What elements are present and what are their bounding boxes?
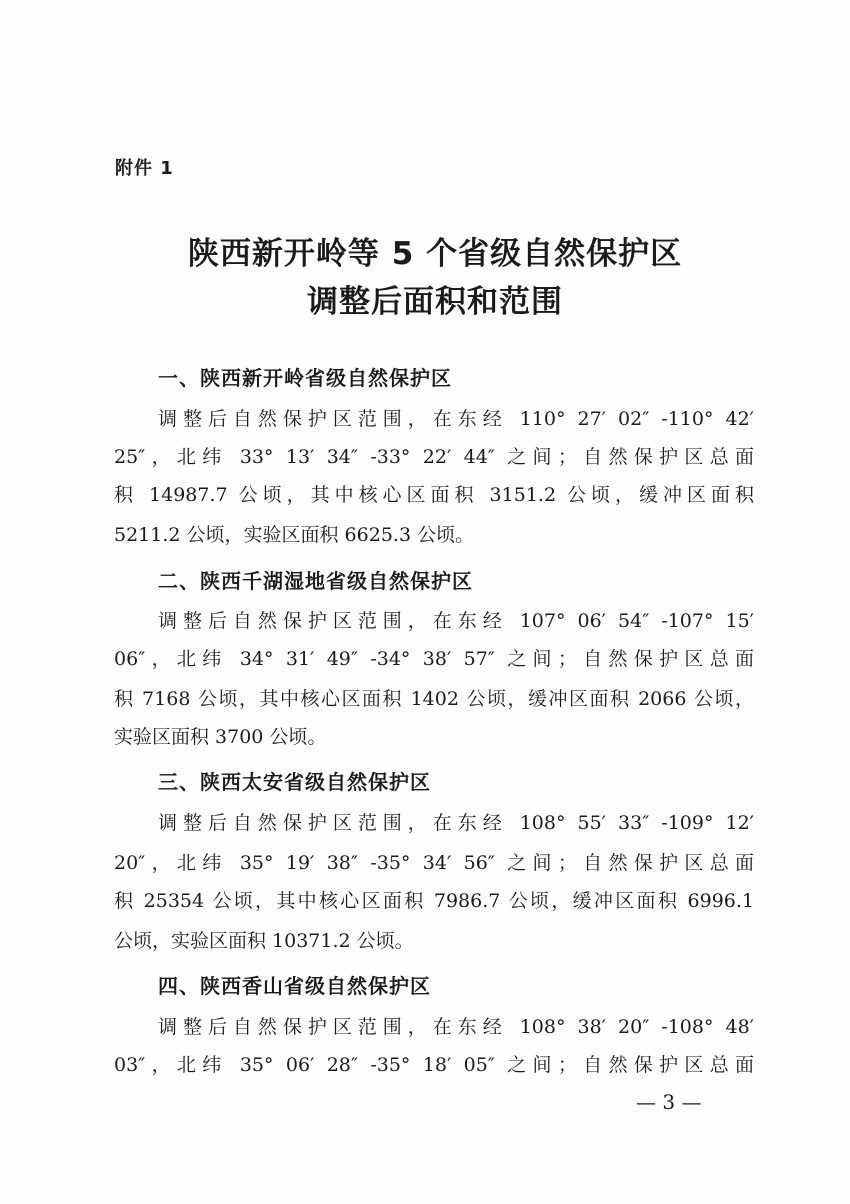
paragraph-line: 调整后自然保护区范围，在东经 110° 27′ 02″ -110° 42′	[158, 408, 754, 430]
document-title-line-2: 调整后面积和范围	[307, 284, 563, 320]
document-title-line-1: 陕西新开岭等 5 个省级自然保护区	[187, 236, 683, 272]
section-heading-1: 一、陕西新开岭省级自然保护区	[158, 366, 452, 390]
paragraph-line: 20″，北纬 35° 19′ 38″ -35° 34′ 56″ 之间；自然保护区总面	[114, 852, 754, 874]
paragraph-line: 调整后自然保护区范围，在东经 108° 55′ 33″ -109° 12′	[158, 812, 754, 834]
paragraph-line: 06″，北纬 34° 31′ 49″ -34° 38′ 57″ 之间；自然保护区总面	[114, 648, 754, 670]
paragraph-line: 25″，北纬 33° 13′ 34″ -33° 22′ 44″ 之间；自然保护区总面	[114, 446, 754, 468]
paragraph-line: 积 7168 公顷，其中核心区面积 1402 公顷，缓冲区面积 2066 公顷，	[114, 688, 754, 710]
paragraph-line: 调整后自然保护区范围，在东经 107° 06′ 54″ -107° 15′	[158, 610, 754, 632]
paragraph-line: 实验区面积 3700 公顷。	[114, 726, 327, 748]
attachment-label: 附件 1	[115, 158, 174, 179]
paragraph-line: 积 25354 公顷，其中核心区面积 7986.7 公顷，缓冲区面积 6996.1	[114, 890, 754, 912]
paragraph-line: 03″，北纬 35° 06′ 28″ -35° 18′ 05″ 之间；自然保护区总面	[114, 1054, 754, 1076]
paragraph-line: 调整后自然保护区范围，在东经 108° 38′ 20″ -108° 48′	[158, 1016, 754, 1038]
paragraph-line: 5211.2 公顷，实验区面积 6625.3 公顷。	[114, 524, 475, 546]
section-heading-2: 二、陕西千湖湿地省级自然保护区	[158, 569, 473, 593]
paragraph-line: 积 14987.7 公顷，其中核心区面积 3151.2 公顷，缓冲区面积	[114, 484, 754, 506]
section-heading-3: 三、陕西太安省级自然保护区	[158, 770, 431, 794]
section-heading-4: 四、陕西香山省级自然保护区	[158, 974, 431, 998]
paragraph-line: 公顷，实验区面积 10371.2 公顷。	[114, 930, 414, 952]
page-number: — 3 —	[636, 1090, 702, 1114]
